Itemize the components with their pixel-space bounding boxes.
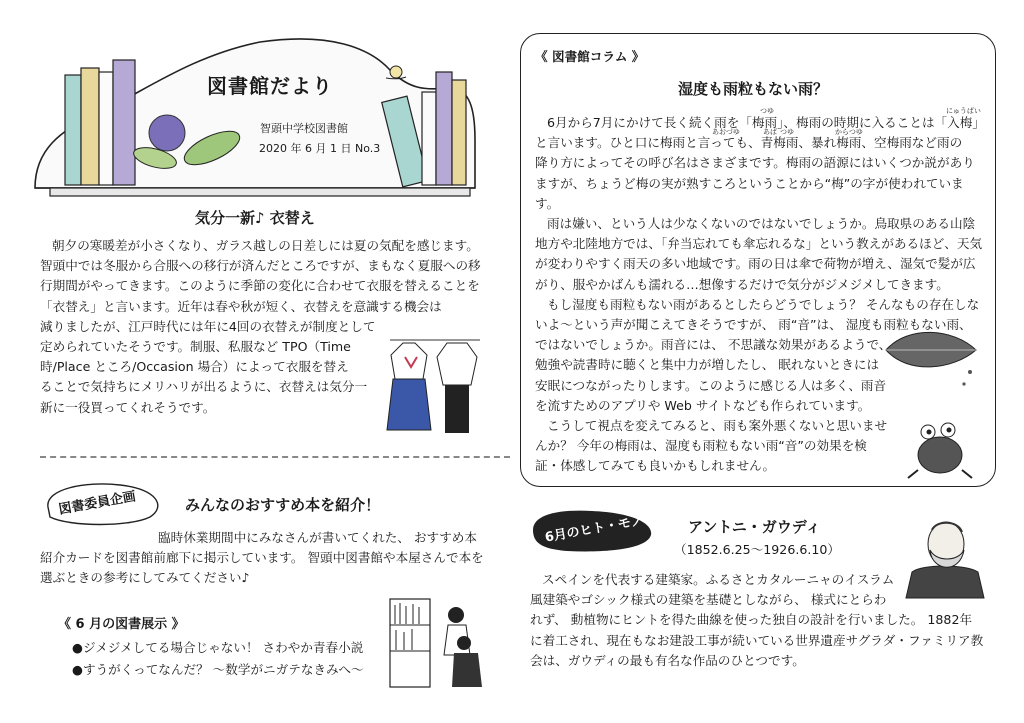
ruby-tsuyu: つゆ <box>760 107 774 115</box>
issue-date: 2020 年 6 月 1 日 No.3 <box>259 142 381 155</box>
koromogae-line: 智頭中では冬服から合服への移行が済んだところですが、まもなく夏服への移 <box>40 258 481 274</box>
exhibit-item: ●ジメジメしてる場合じゃない！ さわやか青春小説 <box>72 640 364 655</box>
section-divider <box>40 456 510 458</box>
school-name: 智頭中学校図書館 <box>260 122 348 135</box>
column-line: 安眠につながったりします。このように感じる人は多く、雨音 <box>535 377 887 393</box>
koromogae-line: 定められていたそうです。制服、私服など TPO（Time <box>40 339 351 355</box>
koromogae-line: 時/Place ところ/Occasion 場合）によって衣服を替え <box>40 359 349 375</box>
column-line: んか？ 今年の梅雨は、湿度も雨粒もない雨“音”の効果を検 <box>535 438 867 454</box>
exhibit-item: ●すうがくってなんだ？ ～数学がニガテなきみへ～ <box>72 662 364 677</box>
column-line: ますが、ちょうど梅の実が熟すころということから“梅”の字が使われています。 <box>535 175 964 211</box>
person-badge: 6月のヒト・モノ <box>543 513 645 546</box>
column-line: がり、服やかばんも濡れる…想像するだけで気分がジメジメしてきます。 <box>535 276 949 292</box>
bookshelf-illustration <box>386 595 491 690</box>
person-dates: （1852.6.25～1926.6.10） <box>674 542 840 557</box>
koromogae-line: 行期間がやってきます。このように季節の変化に合わせて衣服を替えることを <box>40 278 480 294</box>
column-line: 6月から7月にかけて長く続く雨を「梅雨」、梅雨の時期に入ることは「入梅」 <box>547 115 985 130</box>
column-line: ではないでしょうか。雨音には、 不思議な効果があるようで、 <box>535 337 892 353</box>
koromogae-line: 朝夕の寒暖差が小さくなり、ガラス越しの日差しには夏の気配を感じます。 <box>52 238 479 253</box>
koromogae-line: 新に一役買ってくれそうです。 <box>40 399 216 415</box>
person-line: スペインを代表する建築家。ふるさとカタルーニャのイスラム <box>542 572 895 587</box>
person-line: に着工され、現在もなお建設工事が続いている世界遺産サグラダ・ファミリア教 <box>530 632 984 648</box>
ruby-abare: あば <box>763 128 777 136</box>
column-line: 地方や北陸地方では、「弁当忘れても傘忘れるな」という教えがあるほど、天気 <box>535 236 983 252</box>
koromogae-line: 減りましたが、江戸時代には年に4回の衣替えが制度として <box>40 318 376 334</box>
newsletter-title: 図書館だより <box>207 74 333 98</box>
committee-badge: 図書委員企画 <box>57 489 138 518</box>
column-line: と言います。ひと口に梅雨と言っても、青梅雨、暴れ梅雨、空梅雨など雨の <box>535 135 963 151</box>
column-line: もし湿度も雨粒もない雨があるとしたらどうでしょう？ そんなもの存在しな <box>547 296 980 312</box>
column-line: 勉強や読書時に聴くと集中力が増したし、 眠れないときには <box>535 357 880 373</box>
recommend-line: 選ぶときの参考にしてみてください♪ <box>40 570 250 586</box>
recommend-line: 紹介カードを図書館前廊下に掲示しています。 智頭中図書館や本屋さんで本を <box>40 550 484 566</box>
koromogae-heading: 気分一新♪ 衣替え <box>195 209 315 227</box>
koromogae-line: ることで気持ちにメリハリが出るように、衣替えは気分一 <box>40 379 368 395</box>
recommend-line: 臨時休業期間中にみなさんが書いてくれた、 おすすめ本 <box>158 530 477 545</box>
column-title: 湿度も雨粒もない雨？ <box>678 80 829 98</box>
ruby-nyubai: にゅうばい <box>946 107 981 115</box>
ruby-aozuyu: あおづゆ <box>712 128 740 136</box>
uniform-illustration <box>385 335 490 440</box>
column-line: 雨は嫌い、という人は少なくないのではないでしょうか。鳥取県のある山陰 <box>547 216 976 232</box>
column-line: を流すためのアプリや Web サイトなども作られています。 <box>535 397 871 413</box>
person-line: 風建築やゴシック様式の建築を基礎としながら、 様式にとらわ <box>530 592 887 608</box>
person-line: れず、 動植物にヒントを得た曲線を使った独自の設計を行いました。 1882年 <box>530 612 973 628</box>
ruby-tsuyu2: つゆ <box>780 128 794 136</box>
person-name: アントニ・ガウディ <box>688 518 821 536</box>
recommend-heading: みんなのおすすめ本を紹介！ <box>185 496 381 514</box>
koromogae-line: 「衣替え」と言います。近年は春や秋が短く、衣替えを意識する機会は <box>40 298 442 314</box>
leaf-frog-illustration <box>878 320 982 480</box>
column-line: 降り方によってその呼び名はさまざまです。梅雨の語源にはいくつか説があり <box>535 155 975 171</box>
recommend-body <box>40 528 510 589</box>
column-line: こうして視点を変えてみると、雨も案外悪くないと思いませ <box>547 418 888 434</box>
column-line: 証・体感してみても良いかもしれません。 <box>535 458 776 474</box>
column-line: が変わりやすく雨天の多い地域です。雨の日は傘で荷物が増え、湿気で髪が広 <box>535 256 976 272</box>
header-illustration <box>30 30 480 205</box>
person-line: 会は、ガウディの最も有名な作品のひとつです。 <box>530 652 805 668</box>
column-line: いよ～という声が聞こえてきそうですが、 雨“音”は、 湿度も雨粒もない雨、 <box>535 317 972 333</box>
column-label: 《 図書館コラム 》 <box>535 49 645 64</box>
person-body <box>530 570 995 671</box>
ruby-karatsuyu: からつゆ <box>835 128 863 136</box>
exhibit-heading: 《 6 月の図書展示 》 <box>58 617 185 632</box>
